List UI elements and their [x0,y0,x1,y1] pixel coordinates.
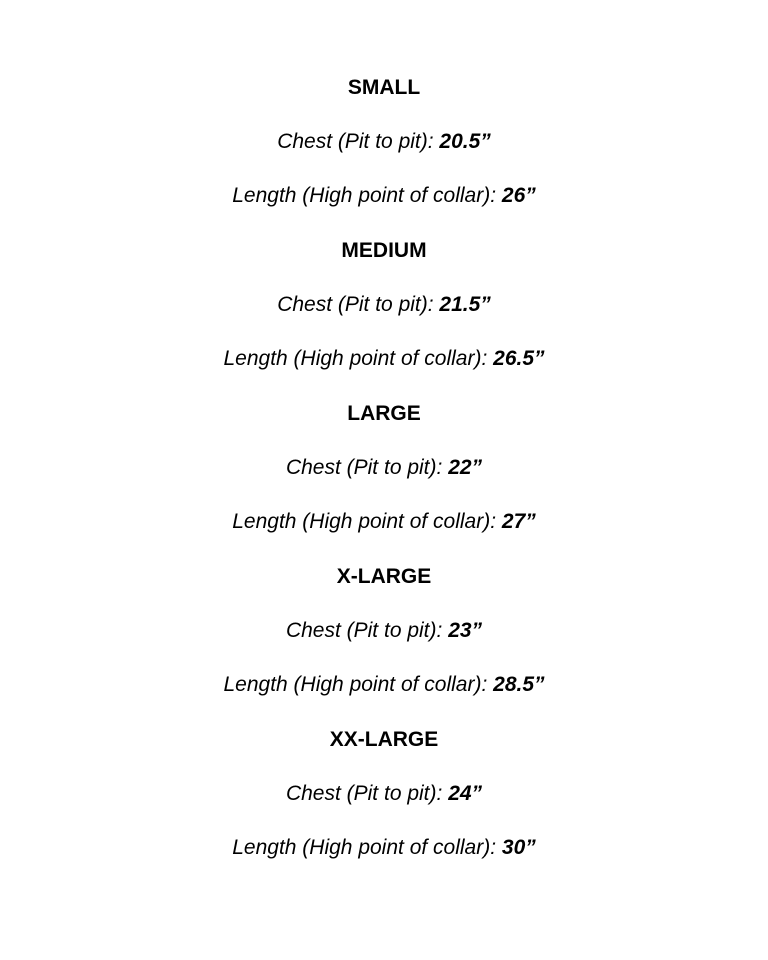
length-measurement-x-large [0,672,768,698]
chest-label: Chest (Pit to pit): [285,782,443,805]
chest-label: Chest (Pit to pit): [277,293,434,316]
length-value: 28.5” [493,673,545,696]
length-measurement-xx-large [0,835,768,861]
size-heading-large: LARGE [347,402,421,425]
chest-value: 23” [448,619,483,642]
size-heading-medium: MEDIUM [341,239,427,262]
length-label: Length (High point of collar): [232,836,497,859]
chest-value: 20.5” [439,130,491,153]
chest-label: Chest (Pit to pit): [285,619,443,642]
length-label: Length (High point of collar): [223,347,488,370]
chest-measurement-x-large [0,618,768,644]
chest-measurement-large [0,455,768,481]
chest-value: 22” [448,456,483,479]
chest-value: 24” [448,782,483,805]
chest-measurement-small [0,129,768,155]
length-measurement-small [0,183,768,209]
length-value: 30” [501,836,536,859]
length-value: 26” [501,184,536,207]
size-heading-small: SMALL [347,76,421,99]
length-value: 27” [501,510,536,533]
chest-measurement-medium [0,292,768,318]
size-heading-xx-large: XX-LARGE [329,728,439,751]
chest-label: Chest (Pit to pit): [277,130,434,153]
length-value: 26.5” [493,347,545,370]
size-heading-x-large: X-LARGE [336,565,432,588]
length-measurement-medium [0,346,768,372]
chest-label: Chest (Pit to pit): [285,456,443,479]
chest-value: 21.5” [439,293,491,316]
chest-measurement-xx-large [0,781,768,807]
length-measurement-large [0,509,768,535]
length-label: Length (High point of collar): [232,184,497,207]
length-label: Length (High point of collar): [232,510,497,533]
length-label: Length (High point of collar): [223,673,488,696]
